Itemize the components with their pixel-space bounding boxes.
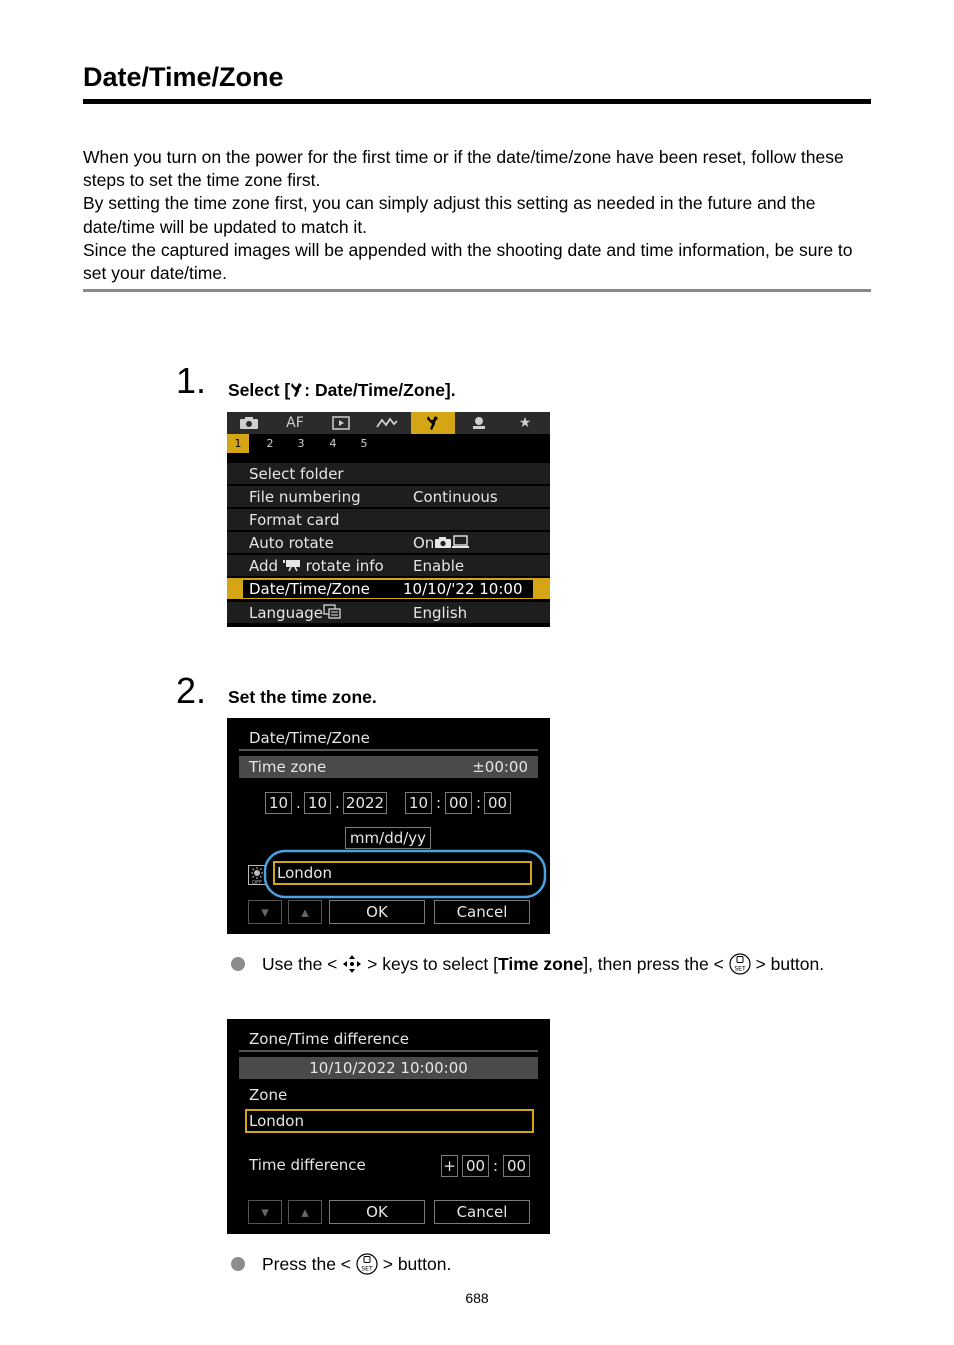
- instruction-part: > button.: [377, 1254, 452, 1274]
- menu-item-auto-rotate[interactable]: [227, 532, 550, 554]
- subtab-5[interactable]: 5: [360, 437, 368, 450]
- language-label: Language: [249, 604, 324, 622]
- svg-text:SET: SET: [361, 1265, 373, 1273]
- wrench-tab-icon[interactable]: [411, 412, 455, 434]
- time-separator: :: [436, 794, 442, 812]
- intro-paragraph: Since the captured images will be appended with the shooting date and time information, be sure to set your date/time.: [83, 239, 853, 284]
- scroll-down-button[interactable]: ▾: [248, 1200, 282, 1224]
- step-title: [228, 380, 456, 401]
- menu-item-label: [249, 602, 341, 624]
- bullet-icon: [231, 1257, 245, 1271]
- scroll-down-button[interactable]: ▾: [248, 900, 282, 924]
- computer-icon: [452, 535, 470, 549]
- instruction-part: ], then press the <: [583, 954, 729, 974]
- custom-tab-icon[interactable]: [365, 412, 409, 434]
- bullet-icon: [231, 957, 245, 971]
- camera-icon: [434, 536, 452, 549]
- star-tab-icon[interactable]: ★: [518, 415, 532, 431]
- set-button-icon: [356, 1253, 378, 1275]
- month-field[interactable]: 10: [265, 792, 292, 814]
- menu-item-value: 10/10/'22 10:00: [403, 580, 523, 598]
- wrench-icon: [290, 382, 304, 398]
- rotate-info-label: rotate info: [305, 557, 384, 575]
- network-tab-icon[interactable]: [457, 412, 501, 434]
- title-divider: [239, 749, 538, 751]
- instruction-part: Press the <: [262, 1254, 356, 1274]
- subtab-1[interactable]: 1: [227, 434, 249, 453]
- step-title-suffix: : Date/Time/Zone].: [304, 380, 456, 400]
- date-time-zone-screen: [227, 718, 550, 934]
- subtab-4[interactable]: 4: [329, 437, 337, 450]
- menu-item-label: Format card: [249, 511, 340, 529]
- instruction-part: Use the <: [262, 954, 343, 974]
- playback-tab-icon[interactable]: [319, 412, 363, 434]
- menu-item-label: Date/Time/Zone: [249, 580, 370, 598]
- date-separator: .: [335, 794, 340, 812]
- menu-item-label: Select folder: [249, 465, 344, 483]
- menu-item-value: Enable: [413, 557, 465, 575]
- menu-item-language[interactable]: [227, 602, 550, 624]
- zone-time-difference-screen: [227, 1019, 550, 1234]
- instruction-part: > keys to select [: [362, 954, 498, 974]
- step-title: Set the time zone.: [228, 687, 377, 707]
- time-difference-minutes[interactable]: 00: [503, 1155, 530, 1177]
- menu-item-value: Continuous: [413, 488, 498, 506]
- time-difference-label: Time difference: [249, 1156, 366, 1174]
- selection-ring: [263, 849, 547, 899]
- step-title-prefix: Select [: [228, 380, 291, 400]
- time-separator: :: [476, 794, 482, 812]
- date-separator: .: [296, 794, 301, 812]
- movie-icon: [283, 558, 301, 572]
- menu-item-value: [413, 532, 470, 554]
- zone-field[interactable]: London: [245, 1109, 534, 1133]
- menu-subtabs: [227, 434, 550, 453]
- time-difference-sign[interactable]: +: [441, 1155, 458, 1177]
- date-format-field[interactable]: mm/dd/yy: [345, 827, 431, 849]
- dialog-title: Date/Time/Zone: [249, 729, 370, 747]
- instruction-bold: Time zone: [497, 954, 584, 974]
- subtab-2[interactable]: 2: [266, 437, 274, 450]
- title-divider: [239, 1050, 538, 1052]
- language-icon: [323, 604, 341, 620]
- svg-text:OFF: OFF: [252, 880, 262, 885]
- menu-item-add-rotate-info[interactable]: [227, 555, 550, 577]
- intro-rule: [83, 289, 871, 292]
- auto-rotate-value: On: [413, 534, 435, 552]
- cancel-button[interactable]: Cancel: [434, 1200, 530, 1224]
- menu-item-format-card[interactable]: [227, 509, 550, 531]
- second-field[interactable]: 00: [484, 792, 511, 814]
- page-title: Date/Time/Zone: [83, 62, 284, 92]
- ok-button[interactable]: OK: [329, 1200, 425, 1224]
- time-difference-hours[interactable]: 00: [462, 1155, 489, 1177]
- svg-text:SET: SET: [734, 965, 746, 973]
- minute-field[interactable]: 00: [445, 792, 472, 814]
- intro-paragraph: By setting the time zone first, you can simply adjust this setting as needed in the future and the date/time will be updated to match it.: [83, 193, 816, 237]
- dialog-title: Zone/Time difference: [249, 1030, 410, 1048]
- setup-menu-screen: [227, 412, 550, 627]
- ok-button[interactable]: OK: [329, 900, 425, 924]
- zone-label: Zone: [249, 1086, 288, 1104]
- instruction-text: [262, 1253, 832, 1276]
- title-rule: [83, 99, 871, 104]
- add-label: Add: [249, 557, 279, 575]
- scroll-up-button[interactable]: ▴: [288, 1200, 322, 1224]
- page-number: 688: [465, 1290, 489, 1306]
- intro-paragraph: When you turn on the power for the first time or if the date/time/zone have been reset, follow these steps to set the time zone first.: [83, 147, 844, 191]
- menu-item-value: English: [413, 604, 468, 622]
- camera-tab-icon[interactable]: [227, 412, 271, 434]
- instruction-text: [262, 953, 832, 976]
- day-field[interactable]: 10: [304, 792, 331, 814]
- af-tab[interactable]: AF: [286, 415, 304, 431]
- menu-item-label: [249, 555, 384, 577]
- menu-item-select-folder[interactable]: [227, 463, 550, 485]
- cancel-button[interactable]: Cancel: [434, 900, 530, 924]
- step-number: 2.: [176, 670, 207, 711]
- cross-keys-icon: [342, 954, 362, 974]
- time-zone-value: ±00:00: [472, 758, 528, 776]
- instruction-part: > button.: [750, 954, 825, 974]
- hour-field[interactable]: 10: [405, 792, 432, 814]
- intro-text: [83, 146, 873, 285]
- step-number: 1.: [176, 360, 207, 401]
- menu-tabs: [227, 412, 550, 434]
- current-datetime: 10/10/2022 10:00:00: [239, 1057, 538, 1079]
- menu-item-label: Auto rotate: [249, 534, 334, 552]
- scroll-up-button[interactable]: ▴: [288, 900, 322, 924]
- menu-item-file-numbering[interactable]: [227, 486, 550, 508]
- set-button-icon: [729, 953, 751, 975]
- time-zone-label: Time zone: [249, 758, 327, 776]
- menu-item-date-time-zone[interactable]: [227, 578, 550, 600]
- menu-item-label: File numbering: [249, 488, 361, 506]
- year-field[interactable]: 2022: [343, 792, 387, 814]
- zone-field[interactable]: London: [273, 861, 532, 885]
- time-separator: :: [493, 1157, 499, 1175]
- time-zone-row[interactable]: [239, 756, 538, 778]
- subtab-3[interactable]: 3: [297, 437, 305, 450]
